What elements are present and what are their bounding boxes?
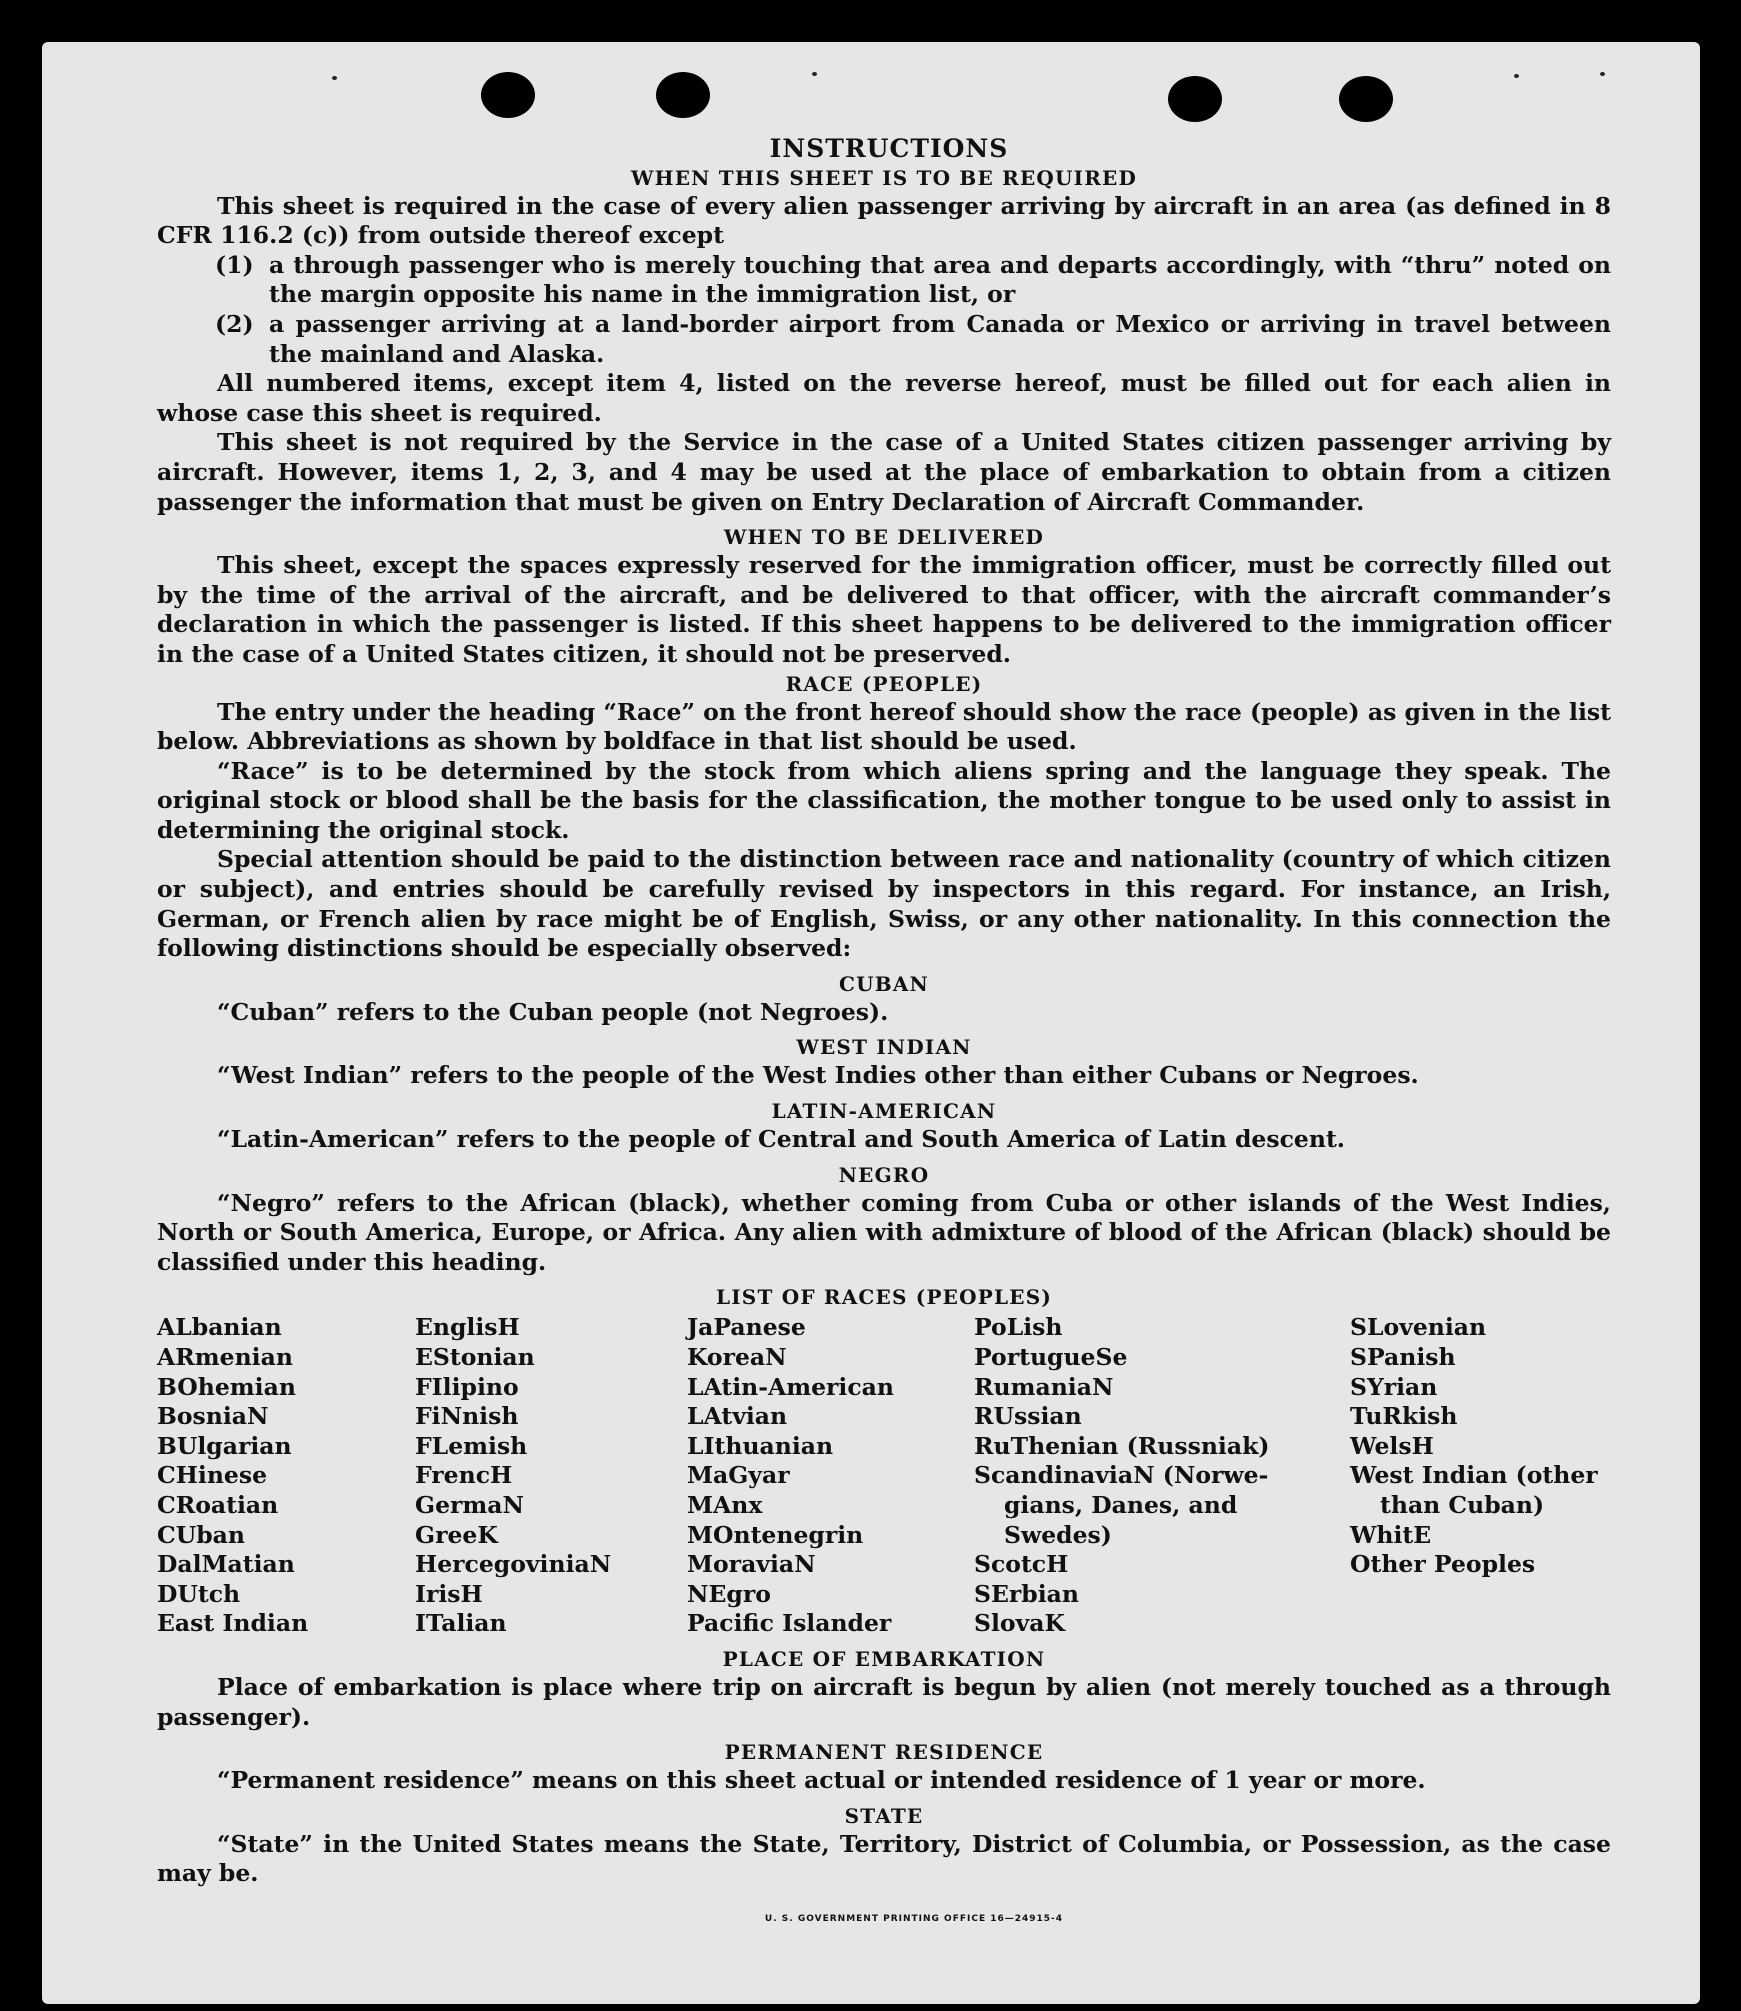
race-entry: GreeK: [415, 1520, 498, 1549]
race-entry: ARmenian: [157, 1343, 293, 1371]
races-column: [157, 1313, 415, 1639]
race-entry: FIlipino: [415, 1372, 519, 1401]
paragraph: This sheet is not required by the Service in the case of a United States citizen passenger arriving by aircraft. However, items 1, 2, 3, and 4 may be used at the place of embarkation to obtain from a citizen passenger the information that must be given on Entry Declaration of Aircraft Commander.: [157, 428, 1611, 516]
heading-race: RACE (PEOPLE): [785, 671, 983, 696]
race-entry: BUlgarian: [157, 1431, 292, 1460]
paragraph: All numbered items, except item 4, listed on the reverse hereof, must be filled out for each alien in whose case this sheet is required.: [157, 369, 1611, 427]
heading-west-indian: WEST INDIAN: [796, 1035, 972, 1060]
race-entry: RUssian: [974, 1402, 1082, 1431]
paragraph: “State” in the United States means the State, Territory, District of Columbia, or Possession, as the case may be.: [157, 1829, 1611, 1888]
paragraph: This sheet, except the spaces expressly reserved for the immigration officer, must be correctly filled out by the time of the arrival of the aircraft, and be delivered to that officer, with the aircraft commander’s declaration in which the passenger is listed. If this sheet happens to be delivered to the immigration officer in the case of a United States citizen, it should not be preserved.: [157, 551, 1611, 668]
race-entry: BOhemian: [157, 1372, 296, 1401]
race-entry: East Indian: [157, 1609, 309, 1638]
race-entry: ITalian: [415, 1609, 507, 1638]
races-column: [415, 1313, 687, 1639]
race-entry: DUtch: [157, 1579, 241, 1608]
race-entry: ScotcH: [974, 1550, 1069, 1579]
race-entry: GermaN: [415, 1490, 524, 1519]
speck: [1514, 74, 1519, 78]
race-entry: IrisH: [415, 1579, 483, 1608]
race-entry: TuRkish: [1350, 1402, 1458, 1431]
race-entry: WhitE: [1350, 1520, 1432, 1549]
race-entry: Swedes): [1004, 1520, 1112, 1549]
speck: [812, 72, 817, 76]
speck: [1600, 72, 1605, 76]
punch-hole-2: [656, 72, 710, 118]
heading-cuban: CUBAN: [838, 971, 930, 996]
paragraph: “West Indian” refers to the people of the West Indies other than either Cubans or Negroes.: [217, 1061, 1419, 1090]
punch-hole-1: [481, 72, 535, 118]
race-entry: CUban: [157, 1520, 245, 1549]
race-entry: NEgro: [687, 1579, 771, 1608]
races-column: [687, 1313, 974, 1639]
item-number: (1): [215, 250, 254, 279]
heading-permanent-residence: PERMANENT RESIDENCE: [724, 1740, 1044, 1765]
race-entry: JaPanese: [687, 1313, 806, 1342]
race-entry: Other Peoples: [1350, 1550, 1536, 1579]
race-entry: DalMatian: [157, 1550, 295, 1579]
race-entry: SlovaK: [974, 1609, 1065, 1638]
list-item: [215, 310, 1611, 369]
race-entry: gians, Danes, and: [1004, 1490, 1238, 1519]
race-entry: KoreaN: [687, 1343, 787, 1371]
list-item: [215, 251, 1611, 310]
races-list: [157, 1313, 1611, 1639]
heading-negro: NEGRO: [838, 1162, 930, 1187]
race-entry: PortugueSe: [974, 1343, 1128, 1371]
heading-state: STATE: [844, 1803, 924, 1828]
paragraph: This sheet is required in the case of every alien passenger arriving by aircraft in an area (as defined in 8 CFR 116.2 (c)) from outside thereof except: [157, 191, 1611, 250]
race-entry: FiNnish: [415, 1402, 519, 1431]
paragraph: “Cuban” refers to the Cuban people (not Negroes).: [217, 997, 889, 1026]
race-entry: SErbian: [974, 1579, 1079, 1608]
race-entry: EnglisH: [415, 1313, 520, 1342]
printer-imprint: U. S. GOVERNMENT PRINTING OFFICE 16—24915-4: [764, 1913, 1064, 1924]
race-entry: EStonian: [415, 1343, 535, 1371]
paragraph: Special attention should be paid to the distinction between race and nationality (country of which citizen or subject), and entries should be carefully revised by inspectors in this regard. For instance, an Irish, German, or French alien by race might be of English, Swiss, or any other nationality. In this connection the following distinctions should be especially observed:: [157, 845, 1611, 963]
race-entry: RuThenian (Russniak): [974, 1431, 1270, 1460]
race-entry: RumaniaN: [974, 1372, 1114, 1401]
instructions-content: [157, 134, 1611, 1935]
punch-hole-3: [1168, 76, 1222, 122]
punch-hole-4: [1339, 76, 1393, 122]
heading-list-of-races: LIST OF RACES (PEOPLES): [715, 1285, 1053, 1310]
race-entry: Pacific Islander: [687, 1609, 892, 1638]
race-entry: FrencH: [415, 1461, 513, 1490]
race-entry: CHinese: [157, 1461, 268, 1490]
race-entry: CRoatian: [157, 1490, 279, 1519]
race-entry: PoLish: [974, 1313, 1063, 1342]
race-entry: WelsH: [1350, 1431, 1434, 1460]
item-text: a passenger arriving at a land-border airport from Canada or Mexico or arriving in travel between the mainland and Alaska.: [269, 309, 1611, 368]
item-number: (2): [215, 309, 254, 338]
race-entry: FLemish: [415, 1431, 528, 1460]
race-entry: ScandinaviaN (Norwe-: [974, 1461, 1269, 1490]
race-entry: MoraviaN: [687, 1550, 816, 1579]
race-entry: MaGyar: [687, 1461, 790, 1490]
races-column: [1350, 1313, 1610, 1639]
heading-latin-american: LATIN-AMERICAN: [771, 1099, 997, 1124]
race-entry: BosniaN: [157, 1402, 269, 1431]
heading-when-required: WHEN THIS SHEET IS TO BE REQUIRED: [630, 165, 1138, 190]
races-column: [974, 1313, 1350, 1639]
race-entry: West Indian (other: [1350, 1461, 1598, 1490]
paragraph: The entry under the heading “Race” on the front hereof should show the race (people) as given in the list below. Abbreviations as shown by boldface in that list should be used.: [157, 697, 1611, 756]
race-entry: LAtin-American: [687, 1372, 894, 1401]
paragraph: “Negro” refers to the African (black), whether coming from Cuba or other islands of the West Indies, North or South America, Europe, or Africa. Any alien with admixture of blood of the African (black) should be classified under this heading.: [157, 1188, 1611, 1276]
paragraph: “Race” is to be determined by the stock from which aliens spring and the language they speak. The original stock or blood shall be the basis for the classification, the mother tongue to be used only to assist in determining the original stock.: [157, 756, 1611, 844]
race-entry: MAnx: [687, 1490, 763, 1519]
paragraph: “Latin-American” refers to the people of Central and South America of Latin descent.: [217, 1125, 1345, 1154]
paragraph: Place of embarkation is place where trip on aircraft is begun by alien (not merely touched as a through passenger).: [157, 1672, 1611, 1731]
item-text: a through passenger who is merely touching that area and departs accordingly, with “thru” noted on the margin opposite his name in the immigration list, or: [269, 250, 1611, 309]
race-entry: SLovenian: [1350, 1313, 1487, 1342]
page-title: INSTRUCTIONS: [769, 134, 1009, 163]
paragraph: “Permanent residence” means on this sheet actual or intended residence of 1 year or more.: [217, 1766, 1426, 1795]
race-entry: LIthuanian: [687, 1431, 834, 1460]
race-entry: LAtvian: [687, 1402, 788, 1431]
race-entry: ALbanian: [157, 1313, 282, 1342]
race-entry: than Cuban): [1380, 1490, 1545, 1519]
heading-embarkation: PLACE OF EMBARKATION: [722, 1646, 1046, 1671]
race-entry: SYrian: [1350, 1372, 1438, 1401]
heading-when-delivered: WHEN TO BE DELIVERED: [723, 525, 1045, 550]
race-entry: MOntenegrin: [687, 1520, 864, 1549]
speck: [332, 76, 337, 80]
race-entry: HercegoviniaN: [415, 1550, 612, 1579]
race-entry: SPanish: [1350, 1343, 1456, 1371]
